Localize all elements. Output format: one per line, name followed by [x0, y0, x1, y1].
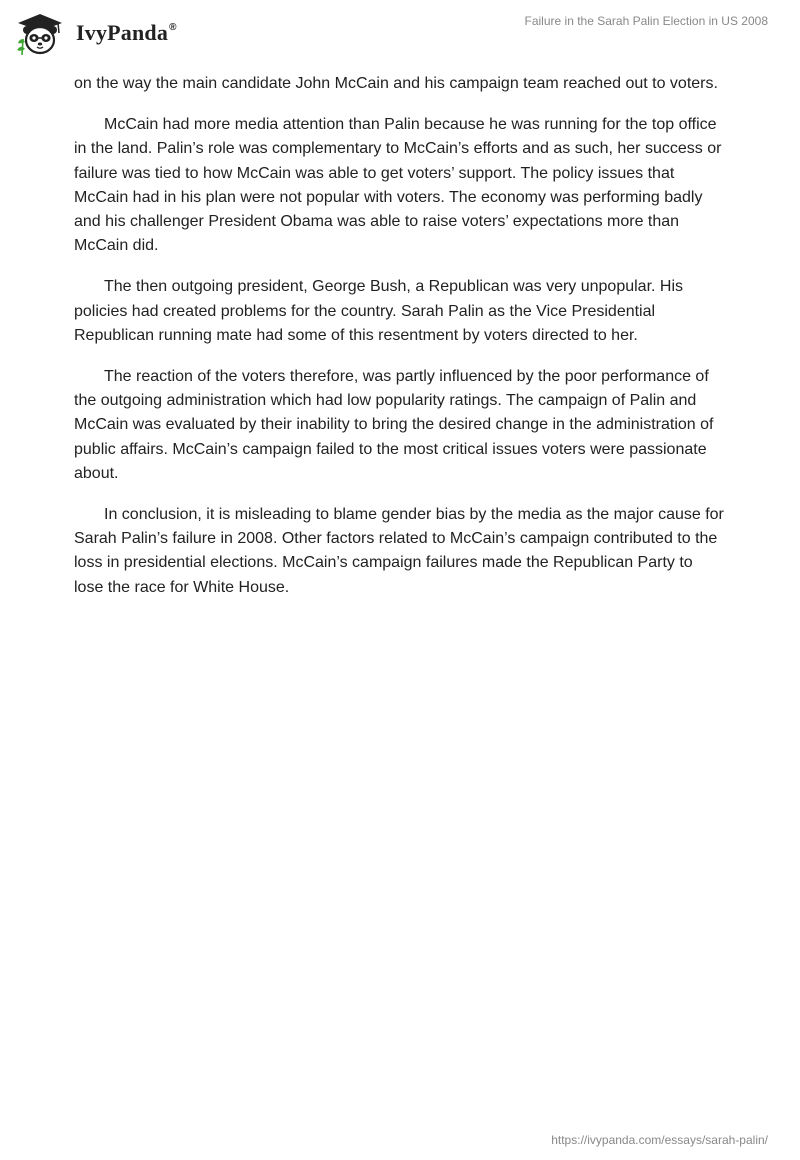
ivypanda-logo[interactable]	[14, 8, 177, 58]
registered-mark: ®	[169, 22, 177, 33]
paragraph: The then outgoing president, George Bush, a Republican was very unpopular. His policies had created problems for the country. Sarah Palin as the Vice Presidential Republican running mate had some of this resentment by voters directed to her.	[74, 278, 684, 344]
document-title: Failure in the Sarah Palin Election in US 2008	[524, 14, 768, 28]
paragraph: In conclusion, it is misleading to blame gender bias by the media as the major cause for Sarah Palin’s failure in 2008. Other factors related to McCain’s campaign contributed to the loss in presidential elections. McCain’s campaign failures made the Republican Party to lose the race for White House.	[74, 506, 724, 596]
panda-graduate-icon	[14, 9, 66, 57]
brand-name: IvyPanda®	[76, 20, 177, 45]
page-header	[0, 0, 800, 70]
paragraph: The reaction of the voters therefore, was partly influenced by the poor performance of the outgoing administration which had low popularity ratings. The campaign of Palin and McCain was evaluated by their inability to bring the desired change in the administration of public affairs. McCain’s campaign failed to the most critical issues voters were passionate about.	[74, 368, 714, 482]
paragraph: McCain had more media attention than Palin because he was running for the top office in the land. Palin’s role was complementary to McCain’s efforts and as such, her success or failure was tied to how McCain was able to get voters’ support. The policy issues that McCain had in his plan were not popular with voters. The economy was performing badly and his challenger President Obama was able to raise voters’ expectations more than McCain did.	[74, 116, 722, 255]
source-url-link[interactable]: https://ivypanda.com/essays/sarah-palin/	[551, 1133, 768, 1147]
paragraph-continuation: on the way the main candidate John McCain and his campaign team reached out to voters.	[74, 75, 718, 92]
essay-body	[74, 72, 724, 617]
